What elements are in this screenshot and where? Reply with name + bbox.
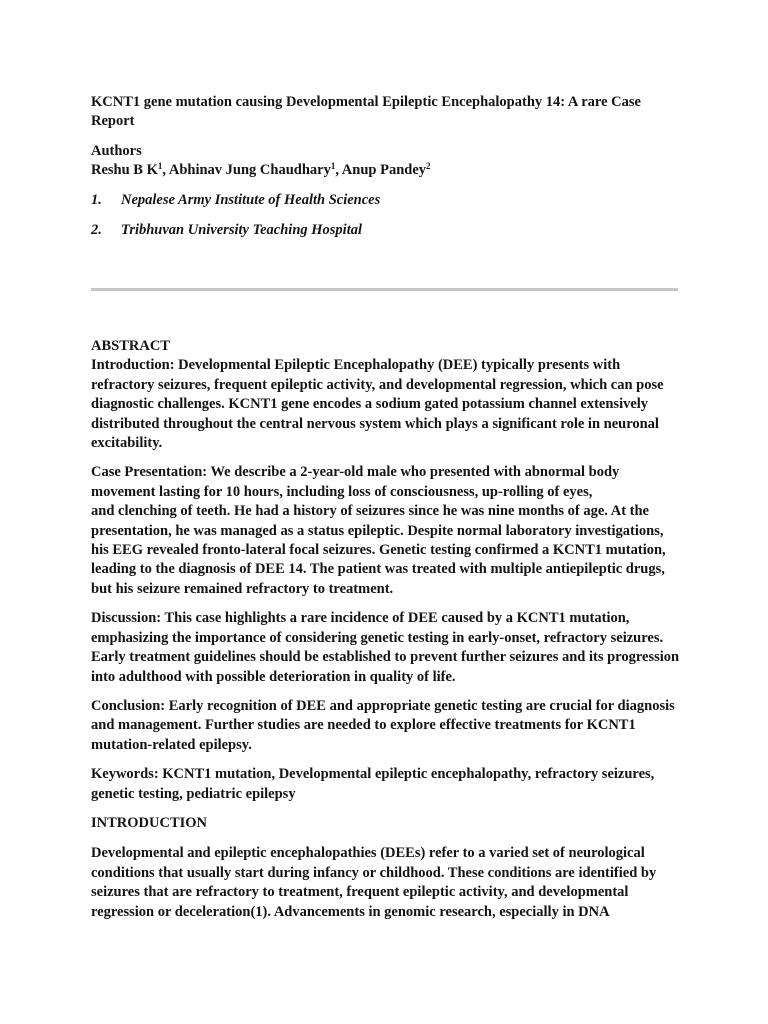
abstract-introduction: Introduction: Developmental Epileptic Encephalopathy (DEE) typically presents with refractory seizures, frequent epileptic activity, and developmental regression, which can pose diagnostic challenges. KCNT1 gene encodes a sodium gated potassium channel extensively distributed throughout the central nervous system which plays a significant role in neuronal excitability. [91, 357, 664, 452]
introduction-heading: INTRODUCTION [91, 814, 208, 831]
author-name: Anup Pandey [341, 162, 427, 178]
abstract-conclusion: Conclusion: Early recognition of DEE and appropriate genetic testing are crucial for diagnosis and management. Further studies are needed to explore effective treatments for KCNT1 mutation-related epilepsy. [91, 697, 675, 753]
author-affiliation-marker: 1 [330, 161, 336, 171]
affiliation-name: Tribhuvan University Teaching Hospital [121, 222, 363, 238]
author-separator: , [162, 162, 169, 178]
abstract-heading: ABSTRACT [91, 338, 170, 354]
author-separator: , [335, 162, 342, 178]
horizontal-divider [91, 288, 678, 291]
case-presentation-line: Case Presentation: We describe a 2-year-old male who presented with abnormal body [91, 464, 620, 481]
case-presentation-line: and clenching of teeth. He had a history of seizures since he was nine months of age. At the presentation, he was managed as a status epileptic. Despite normal laboratory investigations, his EEG revealed fronto-lateral focal seizures. Genetic testing confirmed a KCNT1 mutation, leading to the diagnosis of DEE 14. The patient was treated with multiple antiepileptic drugs, but his seizure remained refractory to treatment. [91, 503, 666, 597]
case-presentation-line: movement lasting for 10 hours, including loss of consciousness, up-rolling of eyes, [91, 483, 593, 500]
authors-line [91, 161, 681, 180]
authors-heading: Authors [91, 143, 142, 159]
abstract-case-presentation [91, 463, 681, 599]
affiliation-name: Nepalese Army Institute of Health Sciences [121, 192, 381, 208]
author-affiliation-marker: 1 [157, 161, 163, 171]
author-affiliation-marker: 2 [426, 161, 431, 171]
affiliation-item [91, 221, 681, 240]
abstract-keywords: Keywords: KCNT1 mutation, Developmental epileptic encephalopathy, refractory seizures, genetic testing, pediatric epilepsy [91, 766, 655, 802]
abstract-discussion: Discussion: This case highlights a rare incidence of DEE caused by a KCNT1 mutation, emphasizing the importance of considering genetic testing in early-onset, refractory seizures. Early treatment guidelines should be established to prevent further seizures and its progression into adulthood with possible deterioration in quality of life. [91, 610, 680, 685]
affiliation-number: 1. [91, 192, 102, 208]
document-page [91, 93, 681, 922]
introduction-body: Developmental and epileptic encephalopathies (DEEs) refer to a varied set of neurological conditions that usually start during infancy or childhood. These conditions are identified by seizures that are refractory to treatment, frequent epileptic activity, and developmental regression or deceleration(1). Advancements in genomic research, especially in DNA [91, 845, 657, 920]
paper-title: KCNT1 gene mutation causing Developmental Epileptic Encephalopathy 14: A rare Case Report [91, 94, 641, 129]
affiliation-number: 2. [91, 222, 102, 238]
author-name: Reshu B K [91, 162, 158, 178]
author-name: Abhinav Jung Chaudhary [168, 162, 331, 178]
affiliation-item [91, 191, 681, 210]
